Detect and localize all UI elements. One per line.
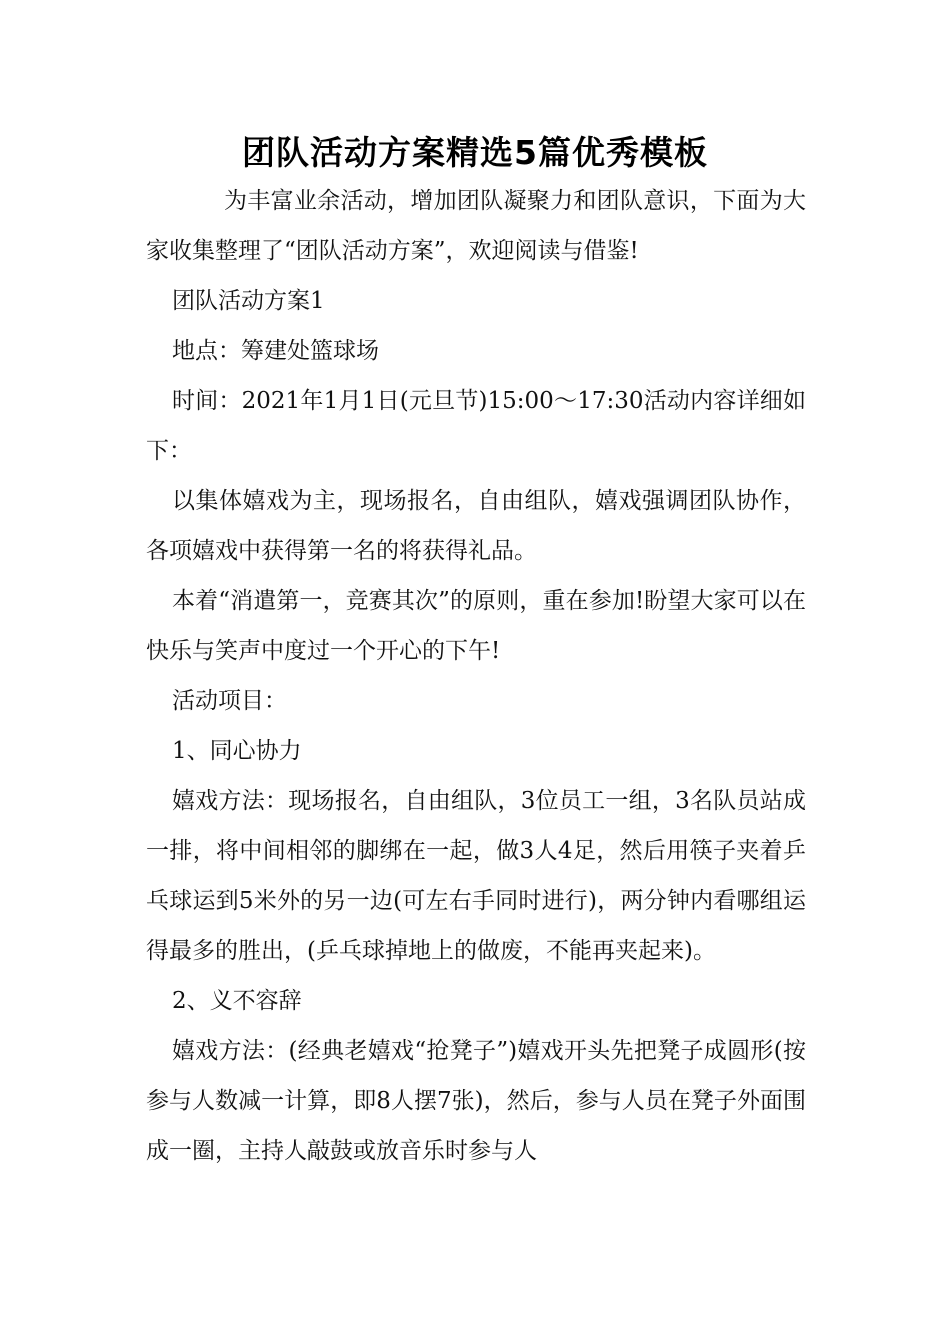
paragraph-item-2-heading: 2、义不容辞 <box>172 988 302 1014</box>
paragraph-principle: 本着“消遣第一，竞赛其次”的原则，重在参加!盼望大家可以在快乐与笑声中度过一个开心的下午! <box>146 588 806 664</box>
paragraph-time: 时间：2021年1月1日(元旦节)15:00～17:30活动内容详细如下： <box>146 388 806 464</box>
document-body <box>146 176 806 1176</box>
paragraph-format: 以集体嬉戏为主，现场报名，自由组队，嬉戏强调团队协作，各项嬉戏中获得第一名的将获得礼品。 <box>146 488 806 564</box>
paragraph-item-1-method: 嬉戏方法：现场报名，自由组队，3位员工一组，3名队员站成一排，将中间相邻的脚绑在一起，做3人4足，然后用筷子夹着乒乓球运到5米外的另一边(可左右手同时进行)，两分钟内看哪组运得最多的胜出，(乒乓球掉地上的做废，不能再夹起来)。 <box>146 788 806 964</box>
paragraph-location: 地点：筹建处篮球场 <box>172 338 379 364</box>
paragraph-item-2-method: 嬉戏方法：(经典老嬉戏“抢凳子”)嬉戏开头先把凳子成圆形(按参与人数减一计算，即8人摆7张)，然后，参与人员在凳子外面围成一圈，主持人敲鼓或放音乐时参与人 <box>146 1038 806 1164</box>
paragraph-activities-heading: 活动项目： <box>172 688 287 714</box>
paragraph-item-1-heading: 1、同心协力 <box>172 738 302 764</box>
paragraph-plan-heading: 团队活动方案1 <box>172 288 325 314</box>
paragraph-intro: 为丰富业余活动，增加团队凝聚力和团队意识，下面为大家收集整理了“团队活动方案”，欢迎阅读与借鉴! <box>146 188 806 264</box>
document-title: 团队活动方案精选5篇优秀模板 <box>242 133 708 172</box>
